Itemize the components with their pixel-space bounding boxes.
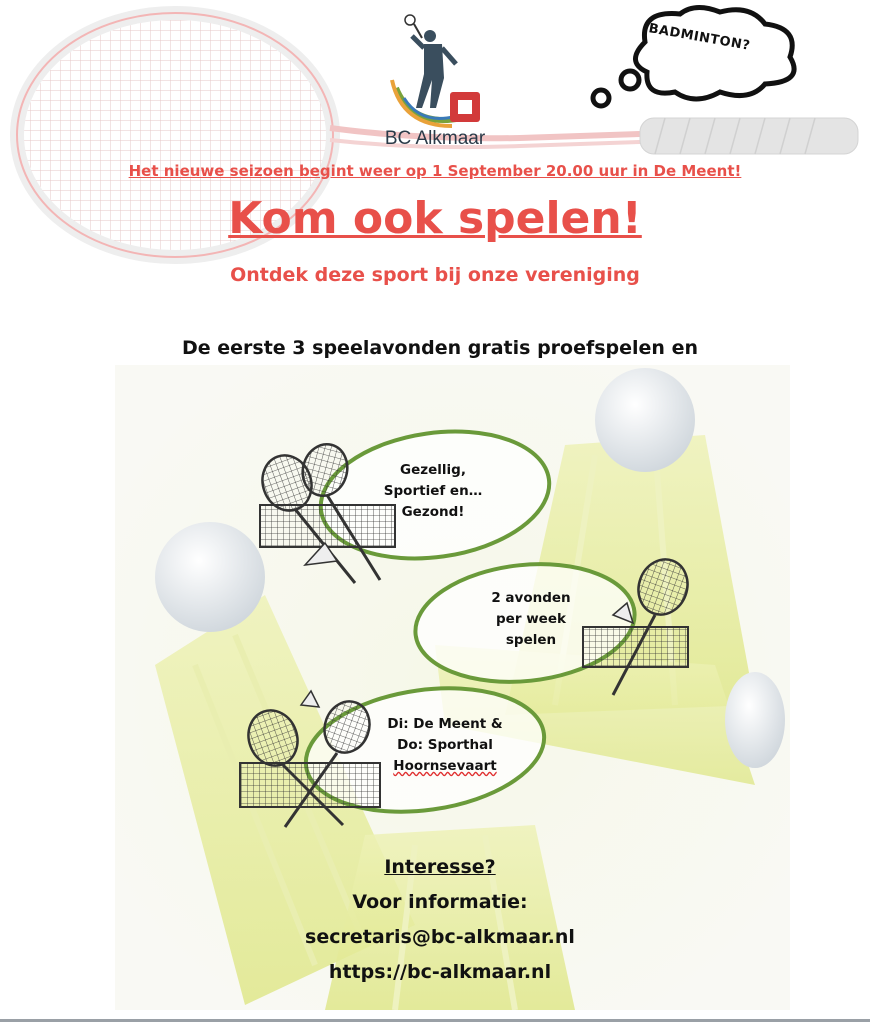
thought-bubble-text: BADMINTON? bbox=[647, 21, 752, 54]
season-notice: Het nieuwe seizoen begint weer op 1 September 20.00 uur in De Meent! bbox=[128, 162, 742, 180]
intro-line-1: De eerste 3 speelavonden gratis proefspelen en bbox=[182, 337, 698, 359]
thought-bubble-icon bbox=[585, 2, 815, 112]
contact-info-label: Voor informatie: bbox=[352, 891, 528, 913]
headline: Kom ook spelen! bbox=[228, 193, 642, 244]
contact-website[interactable]: https://bc-alkmaar.nl bbox=[328, 961, 552, 983]
bubble-line: Gezond! bbox=[401, 504, 465, 520]
net-icon bbox=[260, 505, 395, 547]
contact-email[interactable]: secretaris@bc-alkmaar.nl bbox=[305, 926, 575, 948]
bubble-line: Di: De Meent & bbox=[387, 716, 503, 732]
logo-wordmark: BC Alkmaar bbox=[384, 128, 486, 149]
contact-heading: Interesse? bbox=[384, 856, 496, 878]
contact-block bbox=[240, 850, 640, 990]
bubble-line: Do: Sporthal bbox=[397, 737, 493, 753]
bubble-line: Sportief en… bbox=[383, 483, 483, 499]
page-bottom-divider bbox=[0, 1019, 870, 1022]
bubble-line: per week bbox=[496, 611, 566, 627]
bubble-locations bbox=[385, 714, 505, 777]
bubble-line: Gezellig, bbox=[400, 462, 466, 478]
bubble-avonden bbox=[486, 588, 576, 651]
subheadline: Ontdek deze sport bij onze vereniging bbox=[230, 264, 640, 286]
bubble-gezellig bbox=[378, 460, 488, 523]
bubble-line: spelen bbox=[505, 632, 557, 648]
bubble-line: 2 avonden bbox=[491, 590, 571, 606]
bubble-line: Hoornsevaart bbox=[393, 758, 497, 774]
